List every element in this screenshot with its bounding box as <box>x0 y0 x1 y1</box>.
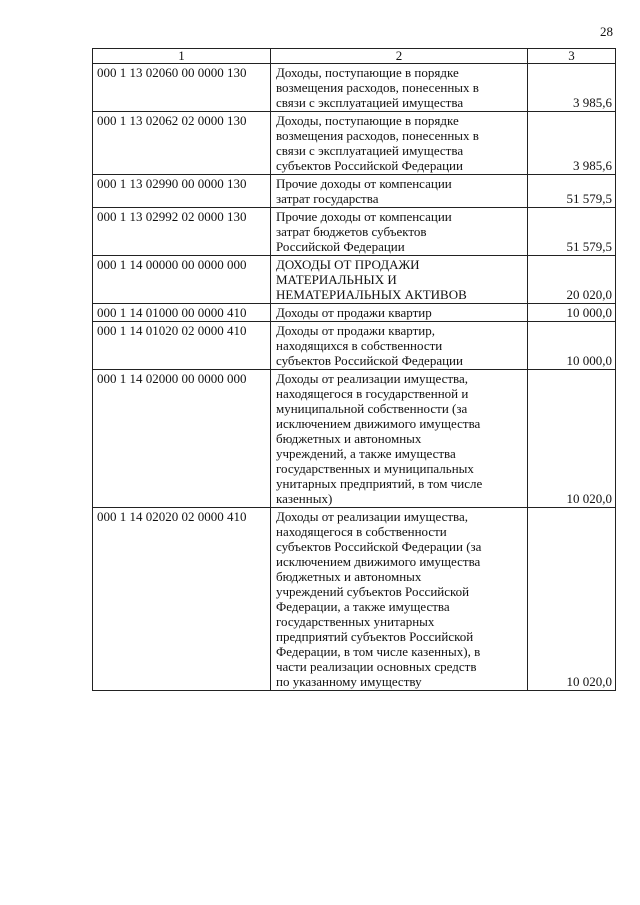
table-row <box>93 304 616 322</box>
header-column-3: 3 <box>528 49 616 64</box>
revenue-code: 000 1 14 00000 00 0000 000 <box>93 256 271 304</box>
revenue-code: 000 1 14 01020 02 0000 410 <box>93 322 271 370</box>
revenue-amount: 3 985,6 <box>528 112 616 175</box>
revenue-name-cell <box>271 256 528 304</box>
revenue-amount: 51 579,5 <box>528 175 616 208</box>
table-row <box>93 208 616 256</box>
revenue-amount: 20 020,0 <box>528 256 616 304</box>
revenue-name: Доходы от продажи квартир, находящихся в собственности субъектов Российской Федерации <box>276 323 463 368</box>
table-row <box>93 508 616 691</box>
table-row <box>93 256 616 304</box>
page-number: 28 <box>600 24 613 39</box>
revenue-code: 000 1 13 02060 00 0000 130 <box>93 64 271 112</box>
revenue-name: Прочие доходы от компенсации затрат бюджетов субъектов Российской Федерации <box>276 209 452 254</box>
revenue-code: 000 1 14 02000 00 0000 000 <box>93 370 271 508</box>
header-row <box>93 49 616 64</box>
table-body <box>93 64 616 691</box>
table-row <box>93 64 616 112</box>
revenue-name-cell <box>271 64 528 112</box>
revenue-name: Доходы от продажи квартир <box>276 305 432 320</box>
revenue-name-cell <box>271 208 528 256</box>
revenue-amount: 10 020,0 <box>528 370 616 508</box>
revenue-name: Доходы, поступающие в порядке возмещения расходов, понесенных в связи с эксплуатацией имущества <box>276 65 479 110</box>
header-column-2: 2 <box>271 49 528 64</box>
revenue-code: 000 1 14 01000 00 0000 410 <box>93 304 271 322</box>
revenue-name: Доходы от реализации имущества, находящегося в государственной и муниципальной собственности (за исключением движимого имущества бюджетных и автономных учреждений, а также имущества государственных и муниципальных унитарных предприятий, в том числе казенных) <box>276 371 483 506</box>
table-header <box>93 49 616 64</box>
table-row <box>93 112 616 175</box>
table-row <box>93 175 616 208</box>
revenue-name: Доходы, поступающие в порядке возмещения расходов, понесенных в связи с эксплуатацией имущества субъектов Российской Федерации <box>276 113 479 173</box>
revenue-amount: 10 000,0 <box>528 322 616 370</box>
revenue-name-cell <box>271 175 528 208</box>
revenue-amount: 10 020,0 <box>528 508 616 691</box>
revenue-name-cell <box>271 508 528 691</box>
revenue-amount: 51 579,5 <box>528 208 616 256</box>
revenue-name-cell <box>271 112 528 175</box>
table-row <box>93 322 616 370</box>
revenue-code: 000 1 13 02992 02 0000 130 <box>93 208 271 256</box>
header-column-1: 1 <box>93 49 271 64</box>
table-row <box>93 370 616 508</box>
revenue-name-cell <box>271 322 528 370</box>
revenue-table <box>92 48 616 691</box>
revenue-amount: 3 985,6 <box>528 64 616 112</box>
revenue-name: Прочие доходы от компенсации затрат государства <box>276 176 452 206</box>
revenue-code: 000 1 14 02020 02 0000 410 <box>93 508 271 691</box>
revenue-name-cell <box>271 370 528 508</box>
revenue-name: Доходы от реализации имущества, находящегося в собственности субъектов Российской Федерации (за исключением движимого имущества бюджетных и автономных учреждений субъектов Российской Федерации, а также имущества государственных унитарных предприятий субъектов Российской Федерации, в том числе казенных), в части реализации основных средств по указанному имуществу <box>276 509 482 689</box>
revenue-amount: 10 000,0 <box>528 304 616 322</box>
revenue-name: ДОХОДЫ ОТ ПРОДАЖИ МАТЕРИАЛЬНЫХ И НЕМАТЕРИАЛЬНЫХ АКТИВОВ <box>276 257 467 302</box>
revenue-code: 000 1 13 02062 02 0000 130 <box>93 112 271 175</box>
revenue-name-cell <box>271 304 528 322</box>
revenue-code: 000 1 13 02990 00 0000 130 <box>93 175 271 208</box>
